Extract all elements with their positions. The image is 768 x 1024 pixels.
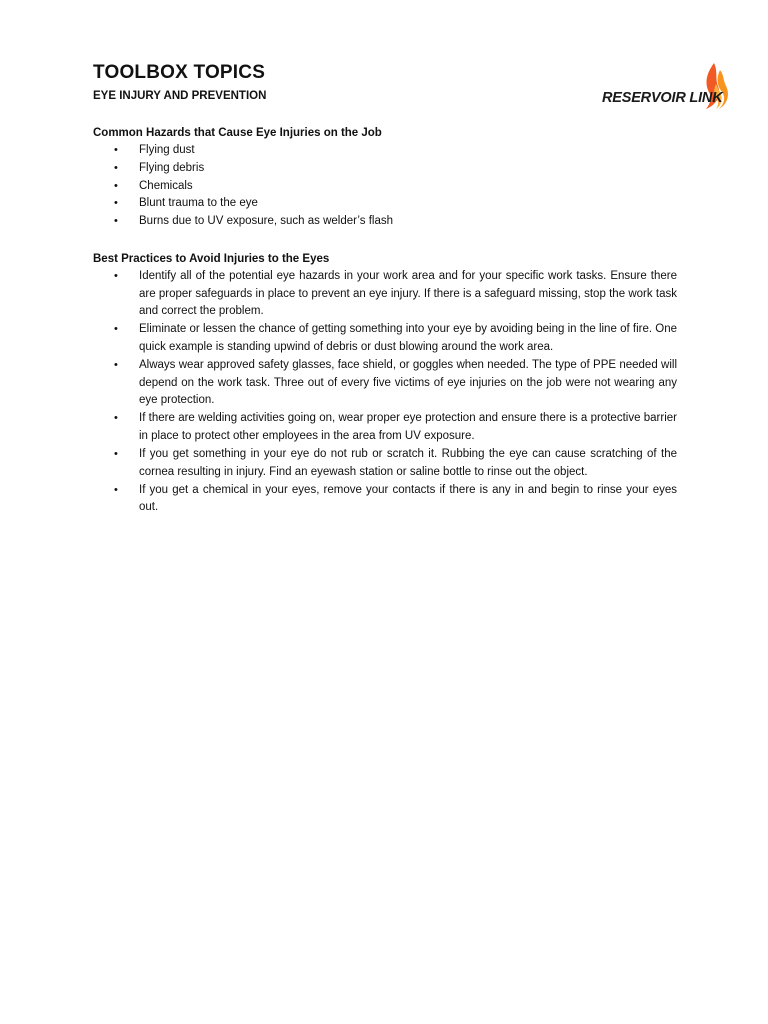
list-item: • Identify all of the potential eye hazards in your work area and for your specific work tasks. Ensure there are proper safeguards in place to prevent an eye injury. If there is a safeguard missing, stop the work task and correct the problem.: [114, 270, 677, 318]
logo-text: RESERVOIR LINK: [602, 90, 723, 106]
list-item: • Burns due to UV exposure, such as welder’s flash: [93, 213, 677, 231]
list-item: • Blunt trauma to the eye: [93, 195, 677, 213]
bullet-icon: •: [114, 358, 118, 371]
bullet-icon: •: [114, 447, 118, 460]
list-item: • Flying dust: [93, 142, 677, 160]
list-item: • If there are welding activities going on, wear proper eye protection and ensure there is a protective barrier in place to protect other employees in the area from UV exposure.: [114, 412, 677, 442]
bullet-icon: •: [114, 197, 118, 210]
page-subtitle: EYE INJURY AND PREVENTION: [93, 90, 267, 102]
bullet-icon: •: [114, 323, 118, 336]
list-item: • If you get a chemical in your eyes, remove your contacts if there is any in and begin to rinse your eyes out.: [114, 483, 677, 514]
company-logo: [598, 62, 730, 112]
list-item: • Always wear approved safety glasses, face shield, or goggles when needed. The type of PPE needed will depend on the work task. Three out of every five victims of eye injuries on the job were not wearing any eye protection.: [114, 358, 677, 407]
bullet-icon: •: [114, 270, 118, 282]
practices-list: [93, 268, 677, 517]
list-item: • Eliminate or lessen the chance of getting something into your eye by avoiding being in the line of fire. One quick example is standing upwind of debris or dust blowing around the work area.: [114, 323, 677, 353]
practices-heading: Best Practices to Avoid Injuries to the Eyes: [93, 253, 330, 265]
bullet-icon: •: [114, 215, 118, 228]
bullet-icon: •: [114, 483, 118, 496]
hazards-list: [93, 142, 677, 231]
list-item: • Flying debris: [93, 160, 677, 178]
bullet-icon: •: [114, 412, 118, 425]
bullet-icon: •: [114, 179, 118, 192]
list-item: • Chemicals: [93, 178, 677, 196]
bullet-icon: •: [114, 161, 118, 174]
page-title: TOOLBOX TOPICS: [93, 62, 266, 83]
bullet-icon: •: [114, 144, 118, 156]
practices-section: [93, 251, 677, 517]
hazards-heading: Common Hazards that Cause Eye Injuries on the Job: [93, 127, 382, 139]
hazards-section: [93, 125, 677, 231]
list-item: • If you get something in your eye do not rub or scratch it. Rubbing the eye can cause scratching of the cornea resulting in injury. Find an eyewash station or saline bottle to rinse out the object.: [114, 447, 677, 478]
